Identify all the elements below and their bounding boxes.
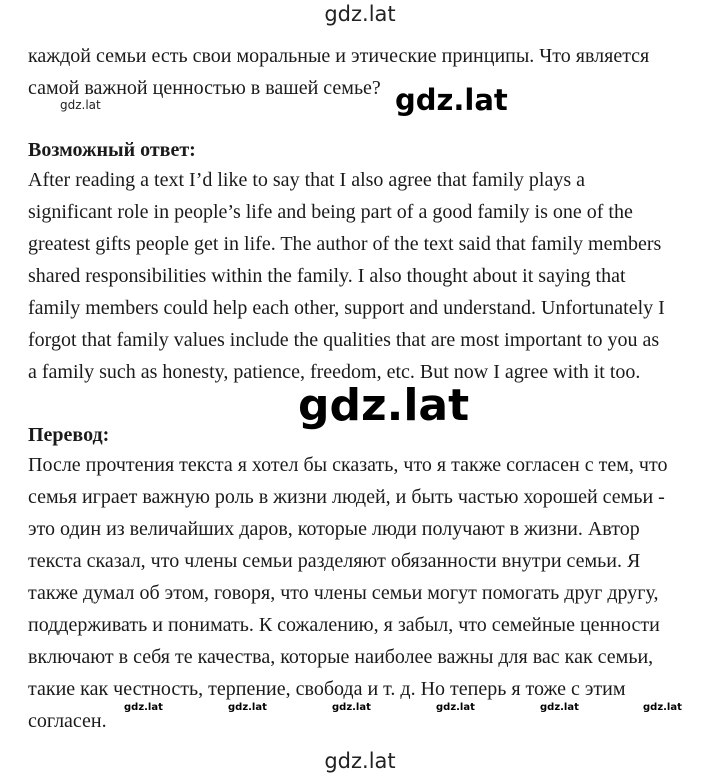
watermark-tiny: gdz.lat (228, 702, 267, 713)
answer-line: significant role in people’s life and being part of a good family is one of the (28, 201, 633, 223)
watermark-tiny: gdz.lat (540, 702, 579, 713)
intro-line: самой важной ценностью в вашей семье? (28, 77, 381, 99)
watermark-tiny: gdz.lat (332, 702, 371, 713)
watermark-top: gdz.lat (324, 2, 396, 26)
watermark-tiny: gdz.lat (436, 702, 475, 713)
translation-line: это один из величайших даров, которые люди получают в жизни. Автор (28, 518, 640, 540)
answer-line: shared responsibilities within the family. I also thought about it saying that (28, 265, 626, 287)
watermark-mid: gdz.lat (395, 83, 508, 117)
translation-paragraph (28, 449, 708, 737)
translation-heading: Перевод: (28, 424, 110, 446)
watermark-tiny: gdz.lat (124, 702, 163, 713)
translation-line: семья играет важную роль в жизни людей, и быть частью хорошей семьи - (28, 486, 665, 508)
answer-line: family members could help each other, support and understand. Unfortunately I (28, 297, 665, 319)
answer-line: a family such as honesty, patience, freedom, etc. But now I agree with it too. (28, 361, 641, 383)
answer-heading: Возможный ответ: (28, 139, 196, 161)
translation-line: текста сказал, что члены семьи разделяют обязанности внутри семьи. Я (28, 550, 641, 572)
translation-line: поддерживать и понимать. К сожалению, я забыл, что семейные ценности (28, 614, 660, 636)
translation-line: также думал об этом, говоря, что члены семьи могут помогать друг другу, (28, 582, 659, 604)
watermark-small: gdz.lat (60, 98, 101, 112)
watermark-big: gdz.lat (298, 380, 470, 431)
intro-line: каждой семьи есть свои моральные и этические принципы. Что является (28, 45, 650, 67)
translation-line: включают в себя те качества, которые наиболее важны для вас как семьи, (28, 646, 654, 668)
answer-paragraph (28, 164, 708, 388)
watermark-bottom: gdz.lat (324, 749, 396, 773)
translation-line: согласен. (28, 710, 107, 732)
intro-paragraph (28, 40, 708, 104)
translation-line: такие как честность, терпение, свобода и т. д. Но теперь я тоже с этим (28, 678, 626, 700)
answer-line: greatest gifts people get in life. The author of the text said that family members (28, 233, 662, 255)
answer-line: After reading a text I’d like to say that I also agree that family plays a (28, 169, 586, 191)
answer-line: forgot that family values include the qualities that are most important to you as (28, 329, 660, 351)
translation-line: После прочтения текста я хотел бы сказать, что я также согласен с тем, что (28, 454, 668, 476)
watermark-tiny: gdz.lat (643, 702, 682, 713)
